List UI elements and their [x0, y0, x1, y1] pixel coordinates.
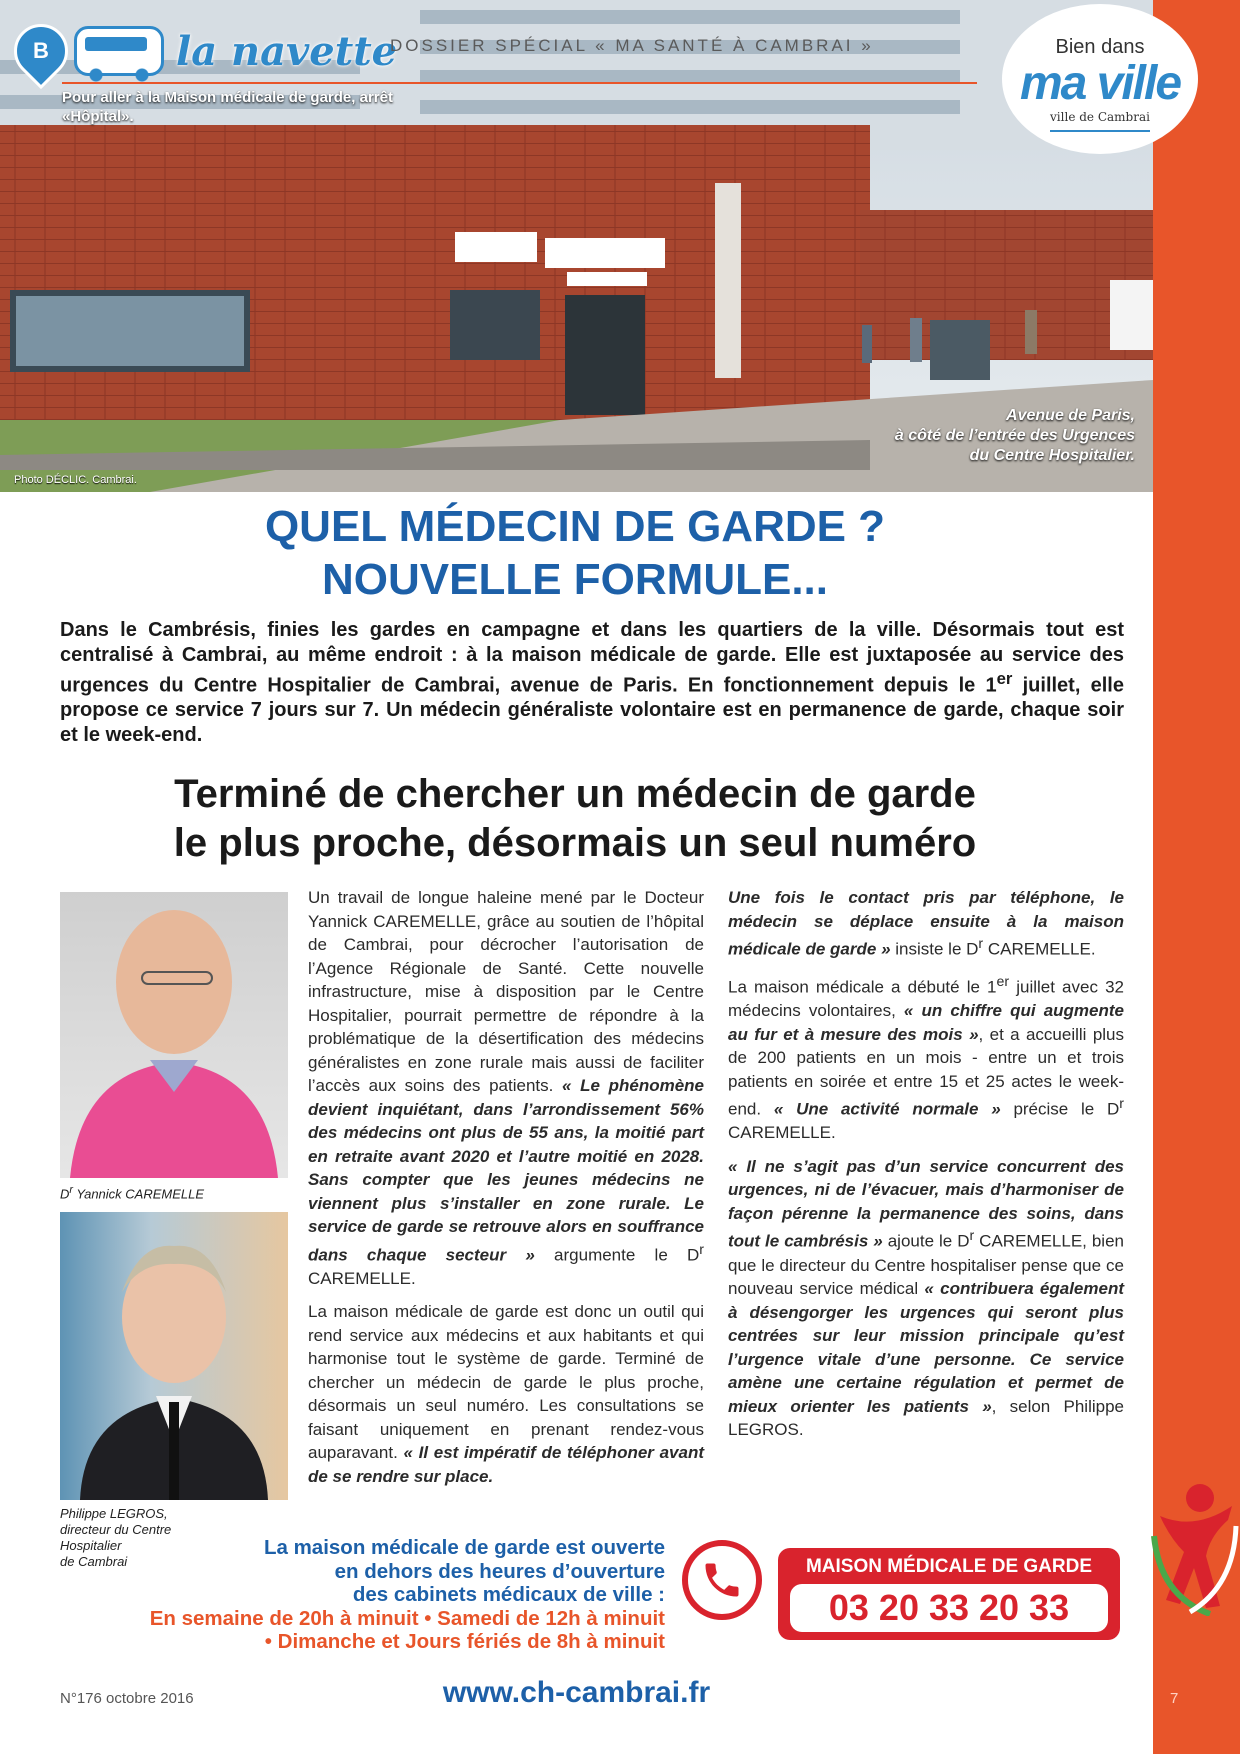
intro-paragraph: Dans le Cambrésis, finies les gardes en campagne et dans les quartiers de la ville. Désormais tout est centralisé à Cambrai, au même endroit : à la maison médicale de garde. Elle est juxtaposée au service des urgences du Centre Hospitalier de Cambrai, avenue de Paris. En fonctionnement depuis le 1er juillet, elle propose ce service 7 jours sur 7. Un médecin généraliste volontaire est en permanence de garde, chaque soir et le week-end.	[60, 619, 1124, 746]
website-link[interactable]: www.ch-cambrai.fr	[442, 1676, 711, 1709]
navette-badge	[14, 24, 397, 78]
article-column-1	[308, 886, 704, 1498]
navette-title: la navette	[176, 27, 398, 75]
paragraph: Un travail de longue haleine mené par le Docteur Yannick CAREMELLE, grâce au soutien de l’hôpital de Cambrai, pour décrocher l’autorisation de l’Agence Régionale de Santé. Cette nouvelle infrastructure, mise à disposition par le Centre Hospitalier, pourrait permettre de répondre à la problématique de la désertification des médecins généralistes en zone rurale mais aussi de faciliter l’accès aux soins des patients. « Le phénomène devient inquiétant, dans l’arrondissement 56% des médecins ont plus de 55 ans, la moitié part en retraite avant 2020 et l’autre moitié en 2028. Sans compter que les jeunes médecins ne viennent plus s’installer en zone rurale. Le service de garde se retrouve alors en souffrance dans chaque secteur » argumente le $D^r$ CAREMELLE.	[308, 888, 704, 1288]
navette-subtitle: Pour aller à la Maison médicale de garde, arrêt «Hôpital».	[62, 89, 393, 125]
opening-hours: La maison médicale de garde est ouverte en dehors des heures d’ouverture des cabinets médicaux de ville : En semaine de 20h à minuit • Samedi de 12h à minuit • Dimanche et Jours fériés de 8h à minuit	[149, 1536, 665, 1653]
section-subtitle: Terminé de chercher un médecin de garde le plus proche, désormais un seul numéro	[173, 772, 977, 865]
photo-credit: Photo DÉCLIC. Cambrai.	[14, 474, 137, 486]
phone-number-box: MAISON MÉDICALE DE GARDE 03 20 33 20 33	[778, 1548, 1120, 1640]
bus-icon	[74, 26, 164, 76]
paragraph: La maison médicale de garde est donc un outil qui rend service aux médecins et aux habitants et qui harmonise tout le système de garde. Terminé de chercher un médecin de garde le plus proche, désormais un seul numéro. Les consultations se faisant uniquement en prenant rendez-vous auparavant. « Il est impératif de téléphoner avant de se rendre sur place.	[308, 1302, 704, 1486]
telephone-icon	[682, 1540, 762, 1620]
paragraph: « Il ne s’agit pas d’un service concurrent des urgences, ni de l’évacuer, mais d’harmoniser de façon pérenne la permanence des soins, dans tout le cambrésis » ajoute le $D^r$ CAREMELLE, bien que le directeur du Centre hospitaliser pense que ce nouveau service médical « contribuera également à désengorger les urgences qui seront plus centrées sur leur mission principale qu’est l’urgence vitale d’une personne. Ce service amène une certaine régulation et permet de mieux orienter les patients », selon Philippe LEGROS.	[728, 1156, 1124, 1440]
dossier-label: DOSSIER SPÉCIAL « MA SANTÉ À CAMBRAI »	[390, 36, 874, 55]
bien-dans-ma-ville-logo: Bien dans ma ville ville de Cambrai	[1002, 4, 1198, 154]
page-number: 7	[1170, 1690, 1179, 1707]
issue-number: N°176 octobre 2016	[60, 1690, 194, 1707]
hero-photo	[0, 0, 1153, 492]
phone-number[interactable]: 03 20 33 20 33	[790, 1584, 1108, 1632]
portrait-legros	[60, 1212, 288, 1500]
photo-caption: Avenue de Paris, à côté de l’entrée des Urgences du Centre Hospitalier.	[894, 407, 1135, 464]
map-pin-icon: B	[3, 13, 79, 89]
portrait-caremelle	[60, 892, 288, 1178]
portrait-caremelle-caption: $D^r$ Yannick CAREMELLE	[60, 1184, 205, 1202]
paragraph: La maison médicale a débuté le 1er juillet avec 32 médecins volontaires, « un chiffre qui augmente au fur et à mesure des mois », et a accueilli plus de 200 patients en un mois - entre un et trois patients en soirée et entre 15 et 25 actes le week-end. « Une activité normale » précise le $D^r$ CAREMELLE.	[728, 974, 1124, 1143]
page-title: QUEL MÉDECIN DE GARDE ? NOUVELLE FORMULE...	[264, 502, 886, 604]
article-column-2	[728, 886, 1124, 1452]
health-mascot-icon	[1150, 1476, 1240, 1621]
paragraph: Une fois le contact pris par téléphone, le médecin se déplace ensuite à la maison médicale de garde » insiste le $D^r$ CAREMELLE.	[728, 888, 1124, 959]
logo-wave	[1050, 130, 1150, 132]
portrait-legros-caption: Philippe LEGROS, directeur du Centre Hospitalier de Cambrai	[60, 1506, 172, 1569]
header-divider	[62, 82, 977, 84]
